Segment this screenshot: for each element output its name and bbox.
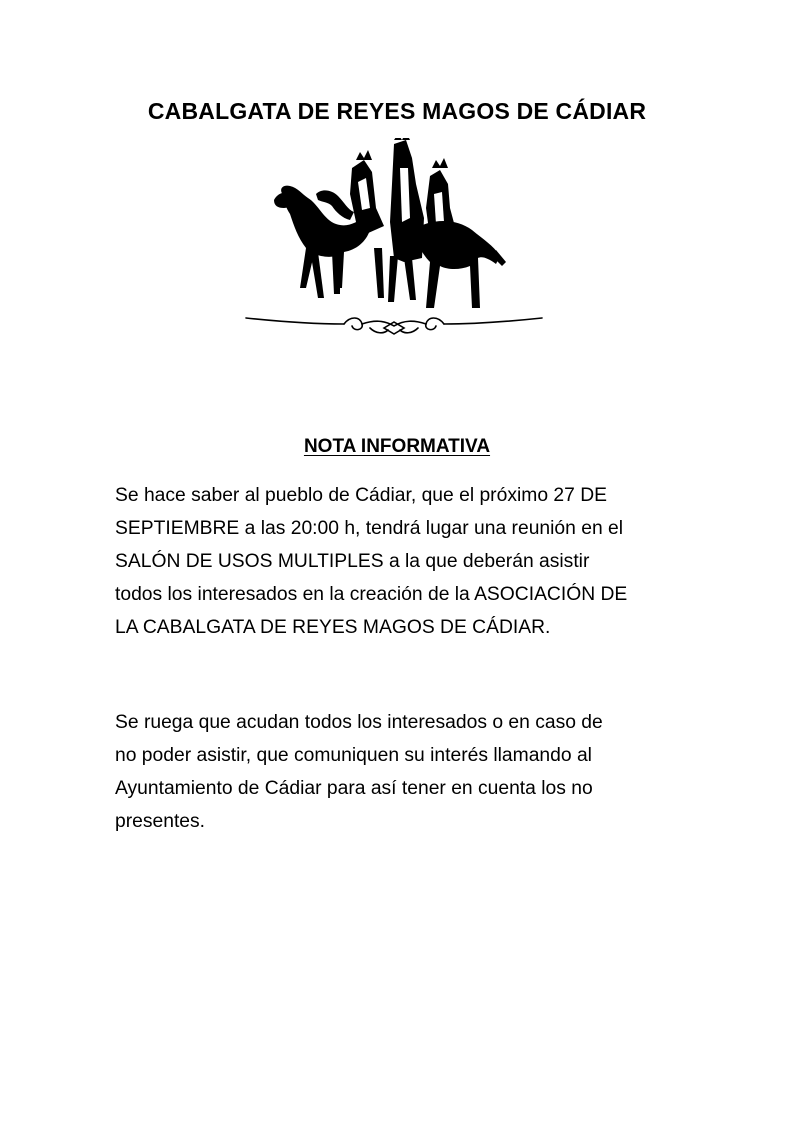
paragraph-line: Ayuntamiento de Cádiar para así tener en cuenta los no	[115, 778, 593, 799]
document-title: CABALGATA DE REYES MAGOS DE CÁDIAR	[147, 98, 647, 124]
paragraph-line: no poder asistir, que comuniquen su interés llamando al	[115, 745, 592, 766]
paragraph-line: SEPTIEMBRE a las 20:00 h, tendrá lugar una reunión en el	[115, 518, 624, 539]
paragraph-line: SALÓN DE USOS MULTIPLES a la que deberán asistir	[115, 551, 590, 572]
three-kings-on-camels-icon	[244, 138, 546, 338]
paragraph-announcement	[115, 479, 695, 644]
paragraph-request	[115, 706, 695, 838]
section-heading: NOTA INFORMATIVA	[303, 436, 491, 457]
paragraph-line: Se ruega que acudan todos los interesados o en caso de	[115, 712, 603, 733]
paragraph-line: Se hace saber al pueblo de Cádiar, que el próximo 27 DE	[115, 485, 607, 506]
paragraph-line: presentes.	[115, 811, 206, 832]
paragraph-line: LA CABALGATA DE REYES MAGOS DE CÁDIAR.	[115, 617, 551, 638]
paragraph-line: todos los interesados en la creación de la ASOCIACIÓN DE	[115, 584, 628, 605]
